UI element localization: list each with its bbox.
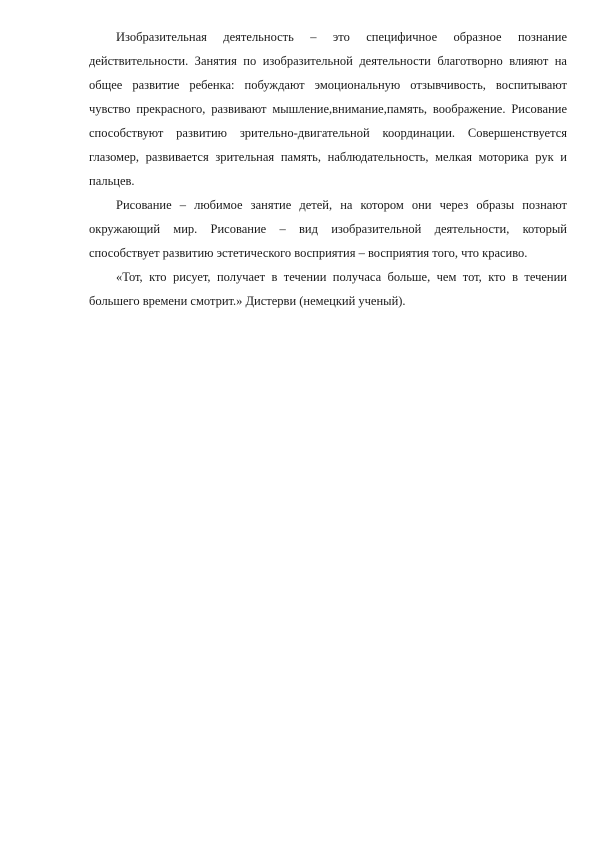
document-body bbox=[89, 25, 567, 313]
paragraph-art-activity: Изобразительная деятельность – это специфичное образное познание действительности. Занятия по изобразительной деятельности благотворно влияют на общее развитие ребенка: побуждают эмоциональную отзывчивость, воспитывают чувство прекрасного, развивают мышление,внимание,память, воображение. Рисование способствуют развитию зрительно-двигательной координации. Совершенствуется глазомер, развивается зрительная память, наблюдательность, мелкая моторика рук и пальцев. bbox=[89, 30, 567, 188]
paragraph-drawing: Рисование – любимое занятие детей, на котором они через образы познают окружающий мир. Рисование – вид изобразительной деятельности, который способствует развитию эстетического восприятия – восприятия того, что красиво. bbox=[89, 198, 567, 260]
paragraph-quote: «Тот, кто рисует, получает в течении получаса больше, чем тот, кто в течении большего времени смотрит.» Дистерви (немецкий ученый). bbox=[89, 270, 567, 308]
